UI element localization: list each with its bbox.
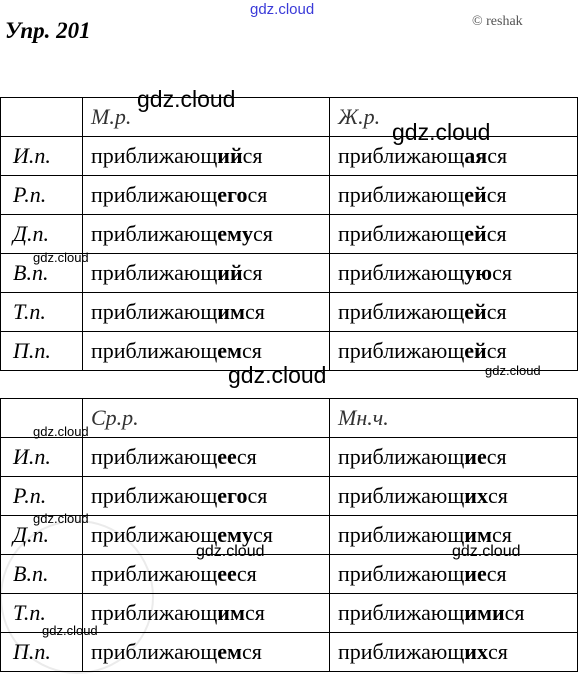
table-row [1,477,578,516]
case-label: Р.п. [1,176,83,215]
case-label: В.п. [1,555,83,594]
word-stem: приближающ [338,444,465,469]
case-label: Т.п. [1,594,83,633]
word-suffix: ся [486,338,507,363]
word-ending: ими [464,600,505,625]
word-suffix: ся [242,143,263,168]
word-ending: ему [217,522,254,547]
copyright-text: © reshak [472,14,523,29]
table-row [1,215,578,254]
case-label: П.п. [1,332,83,371]
word-ending: им [217,299,245,324]
table-row [1,293,578,332]
case-label: В.п. [1,254,83,293]
word-stem: приближающ [338,561,465,586]
neuter-form-cell [83,477,330,516]
word-ending: ие [464,444,487,469]
word-suffix: ся [247,483,268,508]
masculine-form-cell [83,293,330,332]
masculine-form-cell [83,176,330,215]
word-stem: приближающ [338,522,465,547]
word-ending: их [464,483,488,508]
word-ending: ее [217,561,237,586]
word-stem: приближающ [91,338,218,363]
word-ending: ей [464,338,487,363]
word-ending: ие [464,561,487,586]
word-suffix: ся [486,444,507,469]
word-stem: приближающ [338,639,465,664]
word-stem: приближающ [338,182,465,207]
word-suffix: ся [242,260,263,285]
word-suffix: ся [253,221,273,246]
feminine-form-cell [330,176,578,215]
case-label: И.п. [1,137,83,176]
word-ending: ее [217,444,237,469]
word-ending: ему [217,221,254,246]
watermark-text: gdz.cloud [137,86,236,112]
masculine-form-cell [83,254,330,293]
word-suffix: ся [486,221,507,246]
word-ending: ая [464,143,488,168]
table-header-row [1,98,578,137]
header-feminine: Ж.р. [330,98,578,137]
case-label: Д.п. [1,215,83,254]
word-stem: приближающ [338,260,465,285]
word-ending: им [464,522,492,547]
word-stem: приближающ [338,299,465,324]
word-stem: приближающ [338,338,465,363]
word-ending: ий [217,143,243,168]
word-stem: приближающ [338,221,465,246]
word-suffix: ся [504,600,525,625]
header-empty [1,98,83,137]
feminine-form-cell [330,293,578,332]
plural-form-cell [330,438,578,477]
word-ending: ую [464,260,493,285]
word-stem: приближающ [91,639,218,664]
case-label: Д.п. [1,516,83,555]
case-label: Р.п. [1,477,83,516]
table-row [1,438,578,477]
watermark-text: gdz.cloud [485,363,541,378]
word-ending: ий [217,260,243,285]
word-suffix: ся [236,561,257,586]
watermark-text: gdz.cloud [250,1,315,18]
plural-form-cell [330,633,578,672]
word-suffix: ся [487,639,508,664]
feminine-form-cell [330,215,578,254]
faint-stamp-watermark [0,520,154,674]
table-row [1,137,578,176]
word-suffix: ся [492,260,512,285]
word-ending: ем [217,639,243,664]
case-label: И.п. [1,438,83,477]
header-masculine: М.р. [83,98,330,137]
word-stem: приближающ [91,444,218,469]
watermark-text: gdz.cloud [228,362,327,388]
word-ending: ем [217,338,243,363]
word-stem: приближающ [91,182,218,207]
plural-form-cell [330,477,578,516]
word-suffix: ся [253,522,273,547]
word-ending: ей [464,182,487,207]
word-suffix: ся [486,182,507,207]
watermark-text: gdz.cloud [452,543,521,560]
word-ending: ей [464,221,487,246]
word-ending: ей [464,299,487,324]
table-row [1,176,578,215]
watermark-text: gdz.cloud [196,543,265,560]
word-stem: приближающ [91,600,218,625]
watermark-text: gdz.cloud [42,623,98,638]
word-ending: их [464,639,488,664]
word-stem: приближающ [338,143,465,168]
word-suffix: ся [244,600,265,625]
feminine-form-cell [330,254,578,293]
word-suffix: ся [242,338,262,363]
word-suffix: ся [486,561,507,586]
word-stem: приближающ [91,221,218,246]
word-suffix: ся [236,444,257,469]
header-neuter: Ср.р. [83,399,330,438]
word-suffix: ся [487,143,508,168]
case-label: Т.п. [1,293,83,332]
declension-table-masc-fem [0,97,578,371]
watermark-text: gdz.cloud [33,424,89,439]
case-label: П.п. [1,633,83,672]
masculine-form-cell [83,137,330,176]
word-suffix: ся [487,483,508,508]
masculine-form-cell [83,215,330,254]
word-ending: его [217,483,248,508]
header-plural: Мн.ч. [330,399,578,438]
word-suffix: ся [247,182,268,207]
watermark-text: gdz.cloud [392,119,491,145]
word-stem: приближающ [91,522,218,547]
word-stem: приближающ [338,483,465,508]
word-stem: приближающ [91,561,218,586]
word-stem: приближающ [91,260,218,285]
word-stem: приближающ [338,600,465,625]
word-suffix: ся [486,299,507,324]
plural-form-cell [330,594,578,633]
watermark-text: gdz.cloud [33,250,89,265]
word-suffix: ся [242,639,262,664]
word-ending: им [217,600,245,625]
exercise-title: Упр. 201 [5,18,91,43]
watermark-text: gdz.cloud [33,511,89,526]
word-stem: приближающ [91,483,218,508]
word-suffix: ся [244,299,265,324]
neuter-form-cell [83,438,330,477]
word-stem: приближающ [91,143,218,168]
word-suffix: ся [491,522,512,547]
word-stem: приближающ [91,299,218,324]
word-ending: его [217,182,248,207]
